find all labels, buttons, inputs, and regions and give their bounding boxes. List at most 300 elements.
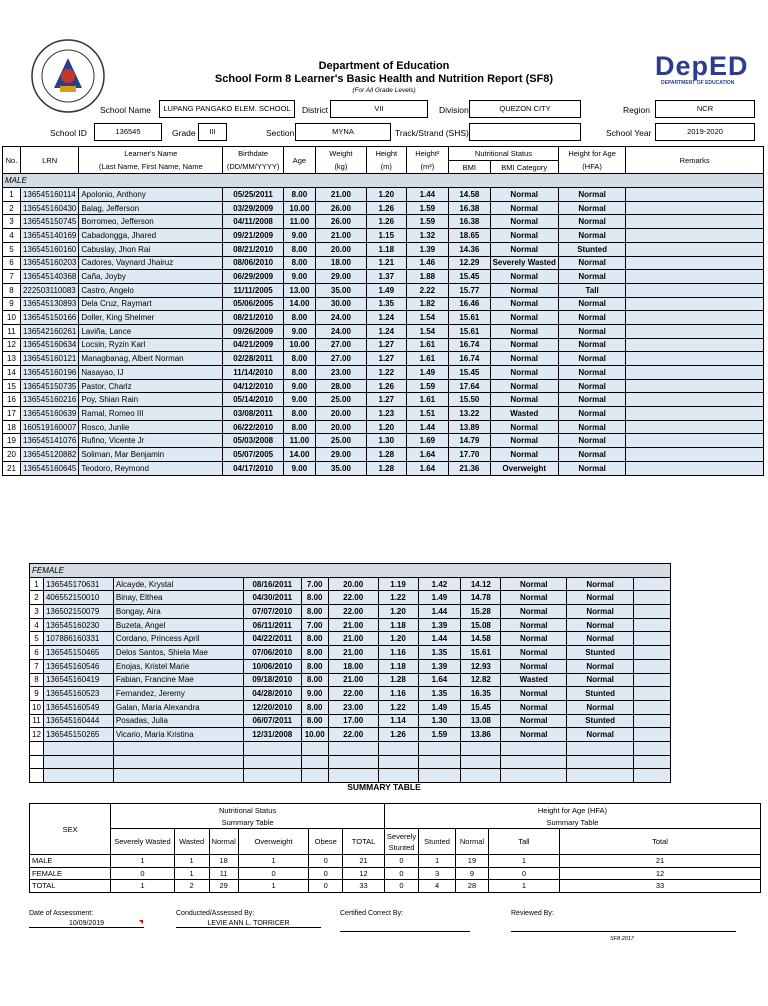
row-bmi-category: Normal bbox=[501, 714, 567, 728]
row-name: Enojas, Kristel Marie bbox=[113, 659, 243, 673]
row-birthdate: 10/06/2010 bbox=[243, 659, 301, 673]
row-lrn: 136545160546 bbox=[43, 659, 113, 673]
conducted-label: Conducted/Assessed By: bbox=[176, 910, 255, 917]
empty-cell bbox=[634, 741, 671, 755]
row-no: 1 bbox=[3, 188, 21, 202]
row-bmi-category: Normal bbox=[490, 188, 558, 202]
row-name: Vicario, Maria Kristina bbox=[113, 728, 243, 742]
row-height2: 1.64 bbox=[418, 673, 461, 687]
row-no: 11 bbox=[3, 324, 21, 338]
row-name: Soliman, Mar Benjamin bbox=[79, 448, 223, 462]
row-remarks bbox=[626, 188, 764, 202]
summary-value: 1 bbox=[488, 880, 559, 893]
summary-title: SUMMARY TABLE bbox=[347, 782, 421, 792]
row-no: 21 bbox=[3, 461, 21, 475]
date-field[interactable]: 10/09/2019 bbox=[29, 920, 144, 928]
row-name: Poy, Shian Rain bbox=[79, 393, 223, 407]
row-remarks bbox=[634, 618, 671, 632]
row-name: Cabadongga, Jhared bbox=[79, 229, 223, 243]
row-no: 5 bbox=[30, 632, 44, 646]
col-bmi-category: BMI Category bbox=[490, 160, 558, 174]
learner-row bbox=[30, 646, 671, 660]
row-lrn: 136545140368 bbox=[20, 270, 78, 284]
row-lrn: 136545141076 bbox=[20, 434, 78, 448]
summary-value: 0 bbox=[309, 867, 343, 880]
row-age: 14.00 bbox=[284, 448, 316, 462]
col-weight: Weight bbox=[315, 147, 366, 161]
col-hfa: Height for Age bbox=[558, 147, 625, 161]
empty-cell bbox=[113, 741, 243, 755]
row-hfa: Normal bbox=[558, 311, 625, 325]
row-weight: 27.00 bbox=[315, 352, 366, 366]
row-hfa: Stunted bbox=[567, 714, 634, 728]
row-height: 1.20 bbox=[378, 632, 418, 646]
row-weight: 25.00 bbox=[315, 393, 366, 407]
col-hfa-sub: (HFA) bbox=[558, 160, 625, 174]
row-birthdate: 04/17/2010 bbox=[223, 461, 284, 475]
row-name: Doller, King Shelmer bbox=[79, 311, 223, 325]
row-birthdate: 11/11/2005 bbox=[223, 283, 284, 297]
row-no: 9 bbox=[30, 687, 44, 701]
row-lrn: 136545150265 bbox=[43, 728, 113, 742]
row-age: 8.00 bbox=[284, 352, 316, 366]
summary-table bbox=[29, 803, 761, 893]
summary-hfa-subtitle: Summary Table bbox=[384, 816, 760, 829]
row-remarks bbox=[626, 270, 764, 284]
row-bmi: 13.22 bbox=[449, 407, 490, 421]
empty-cell bbox=[378, 755, 418, 769]
row-bmi-category: Normal bbox=[490, 270, 558, 284]
row-bmi-category: Normal bbox=[501, 618, 567, 632]
row-weight: 35.00 bbox=[315, 461, 366, 475]
row-age: 8.00 bbox=[301, 714, 328, 728]
learner-row bbox=[3, 352, 764, 366]
row-birthdate: 03/29/2009 bbox=[223, 201, 284, 215]
row-hfa: Normal bbox=[567, 728, 634, 742]
summary-value: 21 bbox=[559, 855, 760, 868]
learner-row bbox=[3, 297, 764, 311]
empty-cell bbox=[301, 755, 328, 769]
row-lrn: 107886160331 bbox=[43, 632, 113, 646]
page-title: Department of Education bbox=[318, 60, 450, 72]
row-bmi: 12.29 bbox=[449, 256, 490, 270]
district-field[interactable]: VII bbox=[330, 100, 428, 118]
track-label: Track/Strand (SHS) bbox=[395, 128, 469, 138]
empty-cell bbox=[30, 741, 44, 755]
row-no: 2 bbox=[3, 201, 21, 215]
row-lrn: 136545160523 bbox=[43, 687, 113, 701]
learner-row bbox=[30, 700, 671, 714]
empty-cell bbox=[328, 755, 378, 769]
row-bmi-category: Wasted bbox=[490, 407, 558, 421]
row-weight: 27.00 bbox=[315, 338, 366, 352]
row-height: 1.28 bbox=[378, 673, 418, 687]
row-bmi-category: Normal bbox=[490, 229, 558, 243]
row-height2: 1.46 bbox=[406, 256, 449, 270]
summary-sex: MALE bbox=[30, 855, 111, 868]
row-hfa: Normal bbox=[558, 352, 625, 366]
row-weight: 21.00 bbox=[328, 632, 378, 646]
summary-value: 33 bbox=[343, 880, 385, 893]
row-height: 1.20 bbox=[367, 420, 407, 434]
row-no: 17 bbox=[3, 407, 21, 421]
row-height2: 1.88 bbox=[406, 270, 449, 284]
row-remarks bbox=[626, 338, 764, 352]
row-age: 8.00 bbox=[284, 311, 316, 325]
row-hfa: Normal bbox=[558, 338, 625, 352]
row-height: 1.49 bbox=[367, 283, 407, 297]
row-height2: 1.44 bbox=[418, 605, 461, 619]
row-bmi: 15.61 bbox=[449, 311, 490, 325]
row-remarks bbox=[626, 297, 764, 311]
row-height2: 1.49 bbox=[406, 366, 449, 380]
summary-ns-col: Severely Wasted bbox=[111, 829, 174, 855]
row-name: Ramal, Romeo III bbox=[79, 407, 223, 421]
empty-cell bbox=[567, 769, 634, 783]
row-lrn: 136545150735 bbox=[20, 379, 78, 393]
row-age: 11.00 bbox=[284, 434, 316, 448]
row-bmi: 12.93 bbox=[461, 659, 501, 673]
row-hfa: Normal bbox=[558, 434, 625, 448]
row-lrn: 136545160430 bbox=[20, 201, 78, 215]
region-field[interactable]: NCR bbox=[655, 100, 755, 118]
reviewed-field[interactable] bbox=[511, 920, 736, 932]
row-remarks bbox=[634, 673, 671, 687]
row-birthdate: 08/21/2010 bbox=[223, 311, 284, 325]
row-no: 6 bbox=[30, 646, 44, 660]
row-bmi: 14.12 bbox=[461, 577, 501, 591]
row-name: Caña, Joyby bbox=[79, 270, 223, 284]
row-no: 15 bbox=[3, 379, 21, 393]
row-bmi: 15.45 bbox=[449, 270, 490, 284]
row-hfa: Normal bbox=[567, 618, 634, 632]
row-age: 14.00 bbox=[284, 297, 316, 311]
summary-value: 1 bbox=[238, 880, 309, 893]
form-code: SF8 2017 bbox=[610, 936, 634, 942]
col-weight-sub: (kg) bbox=[315, 160, 366, 174]
learner-row bbox=[3, 201, 764, 215]
row-height2: 2.22 bbox=[406, 283, 449, 297]
summary-ns-col: Overweight bbox=[238, 829, 309, 855]
empty-cell bbox=[301, 769, 328, 783]
row-bmi: 16.74 bbox=[449, 338, 490, 352]
deped-brand-sub: DEPARTMENT OF EDUCATION bbox=[661, 80, 735, 86]
comment-marker-icon bbox=[139, 920, 143, 924]
division-field[interactable]: QUEZON CITY bbox=[469, 100, 581, 118]
row-hfa: Stunted bbox=[567, 687, 634, 701]
row-height2: 1.64 bbox=[406, 448, 449, 462]
row-remarks bbox=[626, 215, 764, 229]
row-no: 1 bbox=[30, 577, 44, 591]
summary-value: 2 bbox=[174, 880, 209, 893]
row-bmi-category: Normal bbox=[490, 338, 558, 352]
empty-cell bbox=[243, 755, 301, 769]
learner-row bbox=[3, 379, 764, 393]
summary-hfa-col: Severely Stunted bbox=[384, 829, 418, 855]
row-height2: 1.49 bbox=[418, 591, 461, 605]
row-hfa: Normal bbox=[567, 605, 634, 619]
summary-value: 29 bbox=[209, 880, 238, 893]
empty-cell bbox=[567, 741, 634, 755]
summary-ns-subtitle: Summary Table bbox=[111, 816, 385, 829]
row-height2: 1.32 bbox=[406, 229, 449, 243]
row-name: Teodoro, Reymond bbox=[79, 461, 223, 475]
row-hfa: Normal bbox=[558, 324, 625, 338]
row-bmi: 16.38 bbox=[449, 215, 490, 229]
row-height: 1.15 bbox=[367, 229, 407, 243]
row-bmi: 16.46 bbox=[449, 297, 490, 311]
row-lrn: 136545160203 bbox=[20, 256, 78, 270]
row-hfa: Normal bbox=[558, 461, 625, 475]
col-height2-sub: (m²) bbox=[406, 160, 449, 174]
row-weight: 21.00 bbox=[315, 229, 366, 243]
summary-hfa-col: Tall bbox=[488, 829, 559, 855]
row-no: 18 bbox=[3, 420, 21, 434]
row-name: Fabian, Francine Mae bbox=[113, 673, 243, 687]
row-no: 7 bbox=[3, 270, 21, 284]
row-weight: 17.00 bbox=[328, 714, 378, 728]
row-name: Dela Cruz, Raymart bbox=[79, 297, 223, 311]
row-birthdate: 11/14/2010 bbox=[223, 366, 284, 380]
learner-row bbox=[3, 256, 764, 270]
row-name: Fernandez, Jeremy bbox=[113, 687, 243, 701]
row-height2: 1.61 bbox=[406, 352, 449, 366]
row-remarks bbox=[634, 591, 671, 605]
row-weight: 29.00 bbox=[315, 448, 366, 462]
row-bmi-category: Overweight bbox=[490, 461, 558, 475]
certified-label: Certified Correct By: bbox=[340, 910, 404, 917]
empty-cell bbox=[328, 769, 378, 783]
col-birthdate: Birthdate bbox=[223, 147, 284, 161]
row-bmi-category: Normal bbox=[490, 379, 558, 393]
row-height2: 1.30 bbox=[418, 714, 461, 728]
row-birthdate: 05/03/2008 bbox=[223, 434, 284, 448]
empty-cell bbox=[30, 755, 44, 769]
row-weight: 22.00 bbox=[328, 687, 378, 701]
row-weight: 20.00 bbox=[328, 577, 378, 591]
row-no: 3 bbox=[3, 215, 21, 229]
summary-value: 19 bbox=[456, 855, 489, 868]
learner-row bbox=[30, 577, 671, 591]
row-age: 8.00 bbox=[284, 420, 316, 434]
row-height2: 1.69 bbox=[406, 434, 449, 448]
summary-value: 0 bbox=[111, 867, 174, 880]
row-hfa: Normal bbox=[567, 577, 634, 591]
learner-row bbox=[30, 673, 671, 687]
track-field[interactable] bbox=[469, 123, 581, 141]
row-no: 7 bbox=[30, 659, 44, 673]
division-label: Division bbox=[439, 105, 469, 115]
row-lrn: 136545160160 bbox=[20, 242, 78, 256]
row-bmi-category: Normal bbox=[501, 646, 567, 660]
row-bmi-category: Normal bbox=[501, 632, 567, 646]
row-remarks bbox=[626, 352, 764, 366]
row-height2: 1.59 bbox=[418, 728, 461, 742]
row-height: 1.30 bbox=[367, 434, 407, 448]
row-remarks bbox=[634, 687, 671, 701]
row-birthdate: 06/07/2011 bbox=[243, 714, 301, 728]
school-name-field[interactable]: LUPANG PANGAKO ELEM. SCHOOL bbox=[159, 100, 295, 118]
row-age: 11.00 bbox=[284, 215, 316, 229]
row-height2: 1.35 bbox=[418, 687, 461, 701]
row-height: 1.18 bbox=[378, 659, 418, 673]
row-remarks bbox=[626, 229, 764, 243]
row-no: 20 bbox=[3, 448, 21, 462]
summary-hfa-col: Total bbox=[559, 829, 760, 855]
col-birthdate-sub: (DD/MM/YYYY) bbox=[223, 160, 284, 174]
row-bmi-category: Normal bbox=[501, 605, 567, 619]
row-weight: 22.00 bbox=[328, 591, 378, 605]
row-lrn: 136545140169 bbox=[20, 229, 78, 243]
row-height2: 1.35 bbox=[418, 646, 461, 660]
school-year-field[interactable]: 2019-2020 bbox=[655, 123, 755, 141]
empty-cell bbox=[418, 741, 461, 755]
empty-cell bbox=[567, 755, 634, 769]
learner-row bbox=[3, 188, 764, 202]
female-section-label: FEMALE bbox=[30, 564, 671, 578]
row-height2: 1.39 bbox=[406, 242, 449, 256]
school-year-label: School Year bbox=[606, 128, 652, 138]
conducted-field[interactable]: LEVIE ANN L. TORRICER bbox=[176, 920, 321, 928]
row-bmi: 17.70 bbox=[449, 448, 490, 462]
row-no: 10 bbox=[3, 311, 21, 325]
row-lrn: 136545130893 bbox=[20, 297, 78, 311]
row-bmi-category: Normal bbox=[490, 352, 558, 366]
row-height: 1.24 bbox=[367, 311, 407, 325]
summary-value: 21 bbox=[343, 855, 385, 868]
summary-sex: TOTAL bbox=[30, 880, 111, 893]
row-bmi: 14.79 bbox=[449, 434, 490, 448]
row-age: 13.00 bbox=[284, 283, 316, 297]
learner-row bbox=[30, 618, 671, 632]
summary-value: 0 bbox=[488, 867, 559, 880]
col-name-sub: (Last Name, First Name, Name bbox=[79, 160, 223, 174]
row-lrn: 136545160645 bbox=[20, 461, 78, 475]
summary-value: 1 bbox=[174, 867, 209, 880]
row-age: 8.00 bbox=[284, 256, 316, 270]
empty-cell bbox=[378, 741, 418, 755]
row-no: 16 bbox=[3, 393, 21, 407]
row-no: 6 bbox=[3, 256, 21, 270]
empty-cell bbox=[301, 741, 328, 755]
row-weight: 29.00 bbox=[315, 270, 366, 284]
row-bmi-category: Normal bbox=[501, 728, 567, 742]
summary-value: 28 bbox=[456, 880, 489, 893]
row-bmi: 16.38 bbox=[449, 201, 490, 215]
row-weight: 25.00 bbox=[315, 434, 366, 448]
summary-value: 18 bbox=[209, 855, 238, 868]
empty-cell bbox=[378, 769, 418, 783]
row-age: 8.00 bbox=[284, 366, 316, 380]
row-weight: 20.00 bbox=[315, 242, 366, 256]
row-birthdate: 08/16/2011 bbox=[243, 577, 301, 591]
row-no: 2 bbox=[30, 591, 44, 605]
row-hfa: Normal bbox=[567, 659, 634, 673]
col-lrn: LRN bbox=[20, 147, 78, 174]
summary-value: 1 bbox=[174, 855, 209, 868]
row-age: 8.00 bbox=[301, 632, 328, 646]
learner-row bbox=[3, 366, 764, 380]
row-birthdate: 06/29/2009 bbox=[223, 270, 284, 284]
row-no: 13 bbox=[3, 352, 21, 366]
row-height2: 1.39 bbox=[418, 659, 461, 673]
row-bmi: 18.65 bbox=[449, 229, 490, 243]
row-lrn: 136545160196 bbox=[20, 366, 78, 380]
row-height2: 1.54 bbox=[406, 324, 449, 338]
row-hfa: Normal bbox=[567, 632, 634, 646]
row-hfa: Normal bbox=[558, 297, 625, 311]
row-height: 1.35 bbox=[367, 297, 407, 311]
empty-cell bbox=[30, 769, 44, 783]
summary-hfa-col: Normal bbox=[456, 829, 489, 855]
learner-row bbox=[30, 687, 671, 701]
grade-label: Grade bbox=[172, 128, 196, 138]
row-age: 8.00 bbox=[301, 700, 328, 714]
row-weight: 26.00 bbox=[315, 201, 366, 215]
row-lrn: 136545160444 bbox=[43, 714, 113, 728]
row-name: Castro, Angelo bbox=[79, 283, 223, 297]
row-remarks bbox=[634, 605, 671, 619]
row-remarks bbox=[634, 577, 671, 591]
summary-value: 0 bbox=[309, 855, 343, 868]
school-id-field[interactable]: 136545 bbox=[94, 123, 162, 141]
row-height2: 1.64 bbox=[406, 461, 449, 475]
row-bmi: 13.89 bbox=[449, 420, 490, 434]
row-height2: 1.39 bbox=[418, 618, 461, 632]
row-weight: 22.00 bbox=[328, 728, 378, 742]
learner-row bbox=[30, 605, 671, 619]
row-remarks bbox=[626, 324, 764, 338]
row-no: 4 bbox=[3, 229, 21, 243]
grade-field[interactable]: III bbox=[198, 123, 227, 141]
row-height: 1.20 bbox=[378, 605, 418, 619]
row-no: 4 bbox=[30, 618, 44, 632]
summary-value: 0 bbox=[384, 880, 418, 893]
row-birthdate: 05/06/2005 bbox=[223, 297, 284, 311]
row-remarks bbox=[626, 434, 764, 448]
row-height: 1.16 bbox=[378, 687, 418, 701]
row-weight: 18.00 bbox=[328, 659, 378, 673]
row-remarks bbox=[634, 728, 671, 742]
row-bmi-category: Normal bbox=[490, 283, 558, 297]
section-field[interactable]: MYNA bbox=[295, 123, 391, 141]
row-bmi: 15.45 bbox=[461, 700, 501, 714]
summary-value: 4 bbox=[419, 880, 456, 893]
row-birthdate: 03/08/2011 bbox=[223, 407, 284, 421]
row-name: Cabuslay, Jhon Rai bbox=[79, 242, 223, 256]
row-name: Balag, Jefferson bbox=[79, 201, 223, 215]
summary-value: 9 bbox=[456, 867, 489, 880]
region-label: Region bbox=[623, 105, 650, 115]
learner-row bbox=[3, 229, 764, 243]
row-weight: 35.00 bbox=[315, 283, 366, 297]
row-remarks bbox=[626, 311, 764, 325]
row-height2: 1.61 bbox=[406, 393, 449, 407]
learner-row bbox=[3, 324, 764, 338]
row-weight: 23.00 bbox=[328, 700, 378, 714]
row-bmi-category: Normal bbox=[490, 215, 558, 229]
row-height: 1.20 bbox=[367, 188, 407, 202]
row-height: 1.26 bbox=[378, 728, 418, 742]
empty-cell bbox=[43, 769, 113, 783]
row-weight: 24.00 bbox=[315, 311, 366, 325]
row-age: 7.00 bbox=[301, 618, 328, 632]
row-hfa: Normal bbox=[558, 215, 625, 229]
certified-field[interactable] bbox=[340, 920, 470, 932]
row-bmi-category: Normal bbox=[501, 577, 567, 591]
row-bmi: 17.64 bbox=[449, 379, 490, 393]
row-name: Rufino, Vicente Jr bbox=[79, 434, 223, 448]
